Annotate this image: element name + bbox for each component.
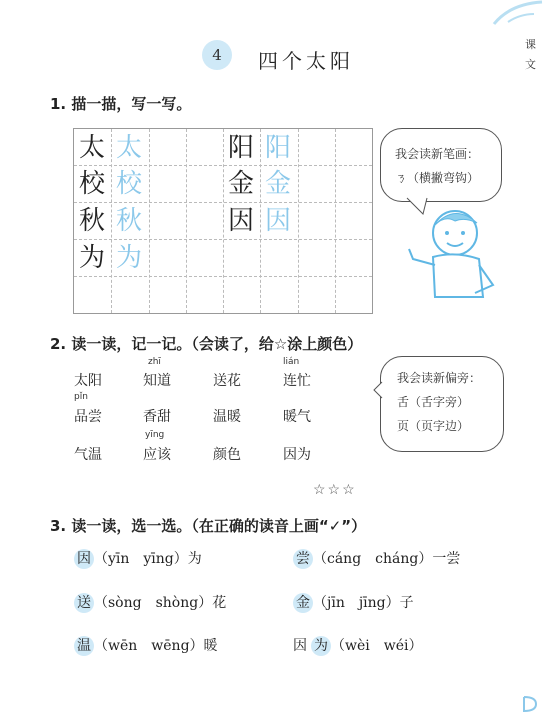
grid-trace-char: 秋 (116, 206, 143, 236)
bubble-line: 舌（舌字旁） (397, 395, 470, 409)
section2-title: 2. 读一读，记一记。（会读了，给☆涂上颜色） (50, 335, 363, 353)
pinyin-lian: lián (283, 357, 300, 367)
grid-char: 为 (79, 243, 106, 273)
pinyin-zhi: zhī (148, 357, 161, 367)
prefix-char: 因 (293, 638, 307, 654)
section3-title: 3. 读一读，选一选。（在正确的读音上画“✓”） (50, 517, 367, 535)
reading-option[interactable] (74, 635, 218, 656)
vocab-word: 知道 (143, 373, 171, 389)
vocab-word: 温暖 (213, 409, 241, 425)
pinyin-choices[interactable]: （sòng shòng）花 (94, 595, 227, 611)
grid-char: 太 (79, 133, 106, 163)
pinyin-ying: yīng (145, 430, 165, 440)
new-stroke-bubble (380, 128, 502, 202)
vocab-word: 香甜 (143, 409, 171, 425)
lesson-number-badge: 4 (202, 40, 232, 70)
bubble-line: 我会读新偏旁： (397, 371, 482, 385)
grid-trace-char: 太 (116, 133, 143, 163)
target-char: 因 (74, 549, 94, 569)
vocab-word: 品尝 (74, 409, 102, 425)
new-radical-bubble (380, 356, 504, 452)
target-char: 金 (293, 593, 313, 613)
target-char: 尝 (293, 549, 313, 569)
target-char: 为 (311, 636, 331, 656)
target-char: 送 (74, 593, 94, 613)
rating-stars[interactable]: ☆☆☆ (313, 482, 357, 498)
vocab-word: 送花 (213, 373, 241, 389)
reading-option[interactable] (293, 635, 423, 656)
pinyin-choices[interactable]: （cáng cháng）一尝 (313, 551, 461, 567)
writing-grid (73, 128, 373, 314)
grid-trace-char: 金 (265, 169, 292, 199)
side-label-1: 课 (525, 38, 536, 51)
reading-option[interactable] (293, 592, 414, 613)
reading-option[interactable] (74, 548, 202, 569)
target-char: 温 (74, 636, 94, 656)
vocab-word: 应该 (143, 447, 171, 463)
vocab-word: 暖气 (283, 409, 311, 425)
corner-decoration-icon (490, 0, 546, 30)
vocab-word: 颜色 (213, 447, 241, 463)
grid-trace-char: 校 (116, 169, 143, 199)
vocab-word: 太阳 (74, 373, 102, 389)
vocab-word: 气温 (74, 447, 102, 463)
bubble-line: 我会读新笔画： (395, 147, 480, 161)
grid-trace-char: 阳 (265, 133, 292, 163)
reading-option[interactable] (74, 592, 226, 613)
pinyin-pin: pǐn (74, 392, 88, 402)
grid-char: 因 (228, 206, 255, 236)
page-corner-icon (520, 695, 540, 713)
vocab-word: 因为 (283, 447, 311, 463)
side-label-2: 文 (525, 58, 536, 71)
pinyin-choices[interactable]: （jīn jīng）子 (313, 595, 414, 611)
reading-option[interactable] (293, 548, 460, 569)
pinyin-choices[interactable]: （wēn wēng）暖 (94, 638, 218, 654)
grid-char: 秋 (79, 206, 106, 236)
lesson-title: 四个太阳 (258, 49, 354, 73)
grid-char: 校 (79, 169, 106, 199)
grid-char: 金 (228, 169, 255, 199)
section1-title: 1. 描一描，写一写。 (50, 95, 192, 113)
grid-char: 阳 (228, 133, 255, 163)
boy-illustration-icon (405, 205, 500, 305)
bubble-tail-icon (372, 380, 384, 400)
grid-trace-char: 因 (265, 206, 292, 236)
grid-trace-char: 为 (116, 243, 143, 273)
bubble-line: 页（页字边） (397, 419, 470, 433)
bubble-line: ㄋ（横撇弯钩） (395, 171, 480, 185)
vocab-word: 连忙 (283, 373, 311, 389)
pinyin-choices[interactable]: （wèi wéi） (331, 638, 423, 654)
pinyin-choices[interactable]: （yīn yīng）为 (94, 551, 202, 567)
